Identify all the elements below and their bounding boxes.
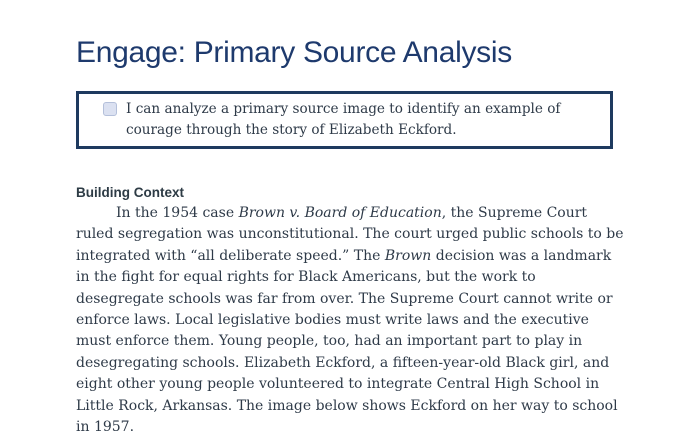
learning-objective-box — [76, 91, 613, 149]
objective-label: I can analyze a primary source image to identify an example of courage through the story of Elizabeth Eckford. — [126, 101, 561, 138]
building-context-paragraph: In the 1954 case Brown v. Board of Education, the Supreme Court ruled segregation was unconstitutional. The court urged public schools to be integrated with “all deliberate speed.” The Brown decision was a landmark in the fight for equal rights for Black Americans, but the work to desegregate schools was far from over. The Supreme Court cannot write or enforce laws. Local legislative bodies must write laws and the executive must enforce them. Young people, too, had an important part to play in desegregating schools. Elizabeth Eckford, a fifteen-year-old Black girl, and eight other young people volunteered to integrate Central High School in Little Rock, Arkansas. The image below shows Eckford on her way to school in 1957. — [76, 205, 624, 436]
building-context-heading: Building Context — [76, 185, 184, 200]
objective-checkbox[interactable] — [103, 102, 117, 116]
page-title: Engage: Primary Source Analysis — [76, 36, 512, 69]
